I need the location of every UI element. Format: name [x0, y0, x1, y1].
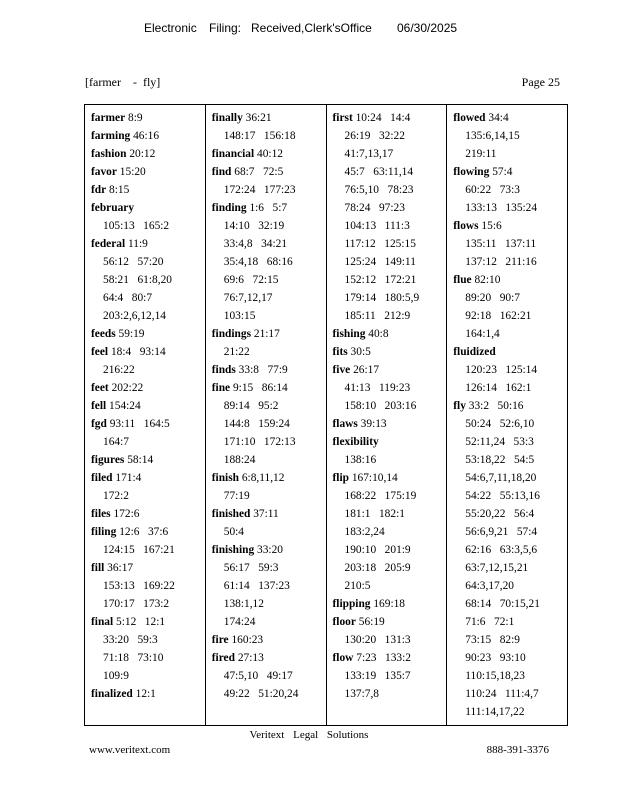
index-reference: 36:17 [107, 562, 134, 574]
entry-first-line [212, 145, 320, 163]
index-term: files [91, 508, 111, 520]
index-reference: 33:4,8 34:21 [223, 238, 288, 250]
index-entry [91, 685, 199, 703]
entry-first-line [91, 109, 199, 127]
index-term: february [91, 202, 135, 214]
index-reference: 104:13 111:3 [344, 220, 410, 232]
index-term: favor [91, 166, 117, 178]
index-reference: 110:15,18,23 [465, 670, 525, 682]
stamp-electronic: Electronic [144, 21, 197, 35]
index-reference: 60:22 73:3 [465, 184, 520, 196]
index-entry [91, 127, 199, 145]
entry-first-line [333, 361, 441, 379]
index-reference: 45:7 63:11,14 [344, 166, 414, 178]
index-reference: 144:8 159:24 [223, 418, 290, 430]
index-reference: 117:12 125:15 [344, 238, 416, 250]
index-reference: 30:5 [350, 346, 371, 358]
index-reference: 49:22 51:20,24 [223, 688, 299, 700]
entry-first-line [453, 109, 561, 127]
index-reference: 6:8,11,12 [241, 472, 285, 484]
index-term: findings [211, 328, 252, 340]
index-reference: 68:7 72:5 [234, 166, 284, 178]
index-reference: 33:20 [257, 544, 283, 556]
index-reference: 78:24 97:23 [344, 202, 405, 214]
index-column [327, 105, 448, 725]
entry-first-line [91, 505, 199, 523]
index-term: finish [211, 472, 239, 484]
index-term: financial [211, 148, 255, 160]
index-reference: 169:18 [373, 598, 406, 610]
index-reference: 164:7 [103, 436, 129, 448]
index-entry [91, 163, 199, 181]
index-reference: 54:6,7,11,18,20 [465, 472, 537, 484]
index-reference: 58:21 61:8,20 [103, 274, 172, 286]
index-entry [91, 559, 199, 613]
index-reference: 56:19 [358, 616, 385, 628]
index-term: flipping [332, 598, 371, 610]
index-reference: 20:12 [129, 148, 156, 160]
index-reference: 15:6 [481, 220, 502, 232]
index-entry [91, 109, 199, 127]
index-reference: 167:10,14 [351, 472, 398, 484]
index-reference: 203:18 205:9 [344, 562, 411, 574]
index-term: feeds [91, 328, 116, 340]
entry-first-line [333, 595, 441, 613]
index-term: fishing [332, 328, 366, 340]
index-reference: 54:22 55:13,16 [465, 490, 540, 502]
index-term: flows [453, 220, 479, 232]
index-term: farming [91, 130, 131, 142]
index-reference: 89:20 90:7 [465, 292, 520, 304]
index-reference: 33:20 59:3 [103, 634, 158, 646]
entry-first-line [333, 433, 441, 451]
index-reference: 130:20 131:3 [344, 634, 411, 646]
index-term: finds [211, 364, 236, 376]
index-term: fluidized [453, 346, 496, 358]
index-reference: 12:1 [135, 688, 156, 700]
index-reference: 68:14 70:15,21 [465, 598, 540, 610]
index-reference: 33:8 77:9 [238, 364, 288, 376]
entry-first-line [453, 397, 561, 415]
index-reference: 14:10 32:19 [223, 220, 285, 232]
entry-first-line [91, 181, 199, 199]
entry-first-line [91, 199, 199, 217]
index-reference: 138:1,12 [223, 598, 264, 610]
index-reference: 33:2 50:16 [468, 400, 524, 412]
entry-first-line [212, 163, 320, 181]
index-reference: 158:10 203:16 [344, 400, 417, 412]
index-reference: 8:9 [128, 112, 143, 124]
index-entry [212, 541, 320, 631]
index-entry [333, 613, 441, 649]
index-reference: 15:20 [119, 166, 146, 178]
index-term: feet [91, 382, 109, 394]
index-reference: 152:12 172:21 [344, 274, 417, 286]
index-reference: 36:21 [245, 112, 272, 124]
index-range: [farmer - fly] [85, 75, 161, 89]
index-term: feel [91, 346, 109, 358]
index-reference: 56:6,9,21 57:4 [465, 526, 538, 538]
index-entry [212, 199, 320, 325]
index-entry [333, 595, 441, 613]
index-entry [91, 379, 199, 397]
entry-first-line [91, 145, 199, 163]
index-entry [453, 271, 561, 343]
index-entry [212, 505, 320, 541]
index-reference: 171:4 [115, 472, 142, 484]
index-reference: 137:12 211:16 [465, 256, 537, 268]
entry-first-line [333, 469, 441, 487]
index-entry [91, 397, 199, 415]
index-reference: 135:6,14,15 [465, 130, 520, 142]
index-reference: 164:1,4 [465, 328, 500, 340]
footer-phone: 888-391-3376 [486, 744, 549, 756]
index-reference: 170:17 173:2 [103, 598, 170, 610]
index-reference: 26:19 32:22 [344, 130, 405, 142]
index-term: floor [332, 616, 356, 628]
entry-first-line [91, 451, 199, 469]
index-term: finished [211, 508, 251, 520]
index-reference: 37:11 [253, 508, 279, 520]
index-entry [91, 343, 199, 379]
index-reference: 174:24 [223, 616, 256, 628]
index-term: fashion [91, 148, 127, 160]
index-entry [212, 163, 320, 199]
index-reference: 41:13 119:23 [344, 382, 411, 394]
entry-first-line [91, 163, 199, 181]
index-term: flowing [453, 166, 490, 178]
index-entry [212, 379, 320, 469]
index-entry [333, 415, 441, 433]
index-reference: 21:17 [253, 328, 280, 340]
index-term: fill [91, 562, 105, 574]
footer-website: www.veritext.com [89, 744, 171, 756]
entry-first-line [333, 325, 441, 343]
index-reference: 126:14 162:1 [465, 382, 532, 394]
entry-first-line [212, 199, 320, 217]
index-term: final [91, 616, 114, 628]
index-reference: 39:13 [360, 418, 387, 430]
index-entry [453, 109, 561, 163]
index-term: finishing [211, 544, 255, 556]
entry-first-line [453, 217, 561, 235]
index-reference: 179:14 180:5,9 [344, 292, 420, 304]
index-term: find [211, 166, 232, 178]
index-term: fgd [91, 418, 107, 430]
index-reference: 90:23 93:10 [465, 652, 526, 664]
entry-first-line [91, 685, 199, 703]
index-reference: 9:15 86:14 [232, 382, 288, 394]
index-entry [212, 361, 320, 379]
index-reference: 190:10 201:9 [344, 544, 411, 556]
index-reference: 18:4 93:14 [110, 346, 166, 358]
entry-first-line [91, 415, 199, 433]
index-entry [212, 631, 320, 649]
index-reference: 63:7,12,15,21 [465, 562, 529, 574]
index-reference: 138:16 [344, 454, 377, 466]
entry-first-line [333, 613, 441, 631]
index-reference: 1:6 5:7 [249, 202, 288, 214]
index-reference: 202:22 [111, 382, 144, 394]
index-entry [212, 145, 320, 163]
index-reference: 5:12 12:1 [116, 616, 166, 628]
index-reference: 124:15 167:21 [103, 544, 175, 556]
index-reference: 76:5,10 78:23 [344, 184, 414, 196]
index-reference: 133:13 135:24 [465, 202, 538, 214]
entry-first-line [212, 325, 320, 343]
footer-company: Veritext Legal Solutions [249, 729, 369, 741]
index-entry [333, 109, 441, 325]
index-entry [91, 469, 199, 505]
stamp-date: 06/30/2025 [397, 21, 458, 35]
index-reference: 110:24 111:4,7 [465, 688, 539, 700]
index-entry [212, 325, 320, 361]
index-term: first [332, 112, 353, 124]
index-entry [91, 505, 199, 523]
index-reference: 111:14,17,22 [465, 706, 525, 718]
entry-first-line [333, 343, 441, 361]
index-reference: 21:22 [223, 346, 250, 358]
entry-first-line [91, 127, 199, 145]
entry-first-line [212, 469, 320, 487]
index-entry [91, 415, 199, 451]
index-reference: 133:19 135:7 [344, 670, 411, 682]
index-reference: 59:19 [118, 328, 145, 340]
entry-first-line [91, 559, 199, 577]
index-reference: 185:11 212:9 [344, 310, 411, 322]
index-reference: 188:24 [223, 454, 256, 466]
index-reference: 52:11,24 53:3 [465, 436, 534, 448]
index-entry [91, 145, 199, 163]
index-reference: 82:10 [474, 274, 501, 286]
index-term: fell [91, 400, 107, 412]
index-reference: 56:12 57:20 [103, 256, 164, 268]
index-entry [453, 343, 561, 397]
entry-first-line [333, 109, 441, 127]
index-reference: 11:9 [128, 238, 148, 250]
index-reference: 56:17 59:3 [223, 562, 279, 574]
entry-first-line [212, 505, 320, 523]
index-term: finding [211, 202, 247, 214]
index-reference: 71:18 73:10 [103, 652, 164, 664]
index-reference: 41:7,13,17 [344, 148, 394, 160]
index-reference: 47:5,10 49:17 [223, 670, 293, 682]
index-entry [91, 451, 199, 469]
index-reference: 50:24 52:6,10 [465, 418, 535, 430]
entry-first-line [91, 325, 199, 343]
index-column [206, 105, 327, 725]
index-reference: 57:4 [492, 166, 513, 178]
index-reference: 46:16 [133, 130, 160, 142]
index-reference: 210:5 [344, 580, 371, 592]
index-term: federal [91, 238, 126, 250]
index-entry [212, 469, 320, 505]
index-reference: 61:14 137:23 [223, 580, 290, 592]
index-entry [91, 181, 199, 199]
entry-first-line [91, 235, 199, 253]
entry-first-line [91, 343, 199, 361]
index-term: flow [332, 652, 354, 664]
index-reference: 69:6 72:15 [223, 274, 279, 286]
page-number: Page 25 [521, 75, 560, 89]
index-reference: 153:13 169:22 [103, 580, 175, 592]
index-entry [212, 649, 320, 703]
index-term: fits [332, 346, 348, 358]
index-reference: 120:23 125:14 [465, 364, 538, 376]
index-reference: 64:4 80:7 [103, 292, 153, 304]
index-reference: 171:10 172:13 [223, 436, 296, 448]
index-entry [333, 469, 441, 595]
index-reference: 89:14 95:2 [223, 400, 279, 412]
index-entry [333, 433, 441, 469]
index-reference: 92:18 162:21 [465, 310, 532, 322]
entry-first-line [212, 541, 320, 559]
index-term: filing [91, 526, 117, 538]
entry-first-line [333, 649, 441, 667]
index-entry [333, 343, 441, 361]
index-reference: 160:23 [231, 634, 264, 646]
index-reference: 172:24 177:23 [223, 184, 296, 196]
entry-first-line [333, 415, 441, 433]
index-entry [91, 325, 199, 343]
index-reference: 105:13 165:2 [103, 220, 170, 232]
index-reference: 76:7,12,17 [223, 292, 273, 304]
index-entry [91, 613, 199, 685]
index-term: fired [211, 652, 235, 664]
index-reference: 216:22 [103, 364, 135, 376]
index-term: five [332, 364, 351, 376]
entry-first-line [212, 631, 320, 649]
entry-first-line [212, 109, 320, 127]
index-reference: 64:3,17,20 [465, 580, 514, 592]
index-term: farmer [91, 112, 126, 124]
index-reference: 183:2,24 [344, 526, 385, 538]
index-column [447, 105, 567, 725]
entry-first-line [91, 613, 199, 631]
entry-first-line [212, 649, 320, 667]
entry-first-line [212, 361, 320, 379]
index-reference: 154:24 [109, 400, 141, 412]
index-term: filed [91, 472, 113, 484]
index-reference: 109:9 [103, 670, 129, 682]
entry-first-line [212, 379, 320, 397]
index-reference: 219:11 [465, 148, 497, 160]
index-term: flowed [453, 112, 486, 124]
index-reference: 27:13 [237, 652, 264, 664]
index-term: fire [211, 634, 229, 646]
entry-first-line [91, 469, 199, 487]
stamp-received: Received,Clerk'sOffice [251, 21, 372, 35]
index-entry [333, 361, 441, 415]
entry-first-line [453, 343, 561, 361]
index-reference: 12:6 37:6 [119, 526, 169, 538]
index-reference: 34:4 [488, 112, 509, 124]
index-term: fly [453, 400, 466, 412]
index-reference: 71:6 72:1 [465, 616, 515, 628]
index-reference: 55:20,22 56:4 [465, 508, 535, 520]
index-entry [453, 397, 561, 721]
index-reference: 148:17 156:18 [223, 130, 296, 142]
index-entry [212, 109, 320, 145]
index-entry [333, 325, 441, 343]
entry-first-line [91, 397, 199, 415]
index-reference: 93:11 164:5 [109, 418, 170, 430]
index-reference: 137:7,8 [344, 688, 379, 700]
index-reference: 77:19 [223, 490, 250, 502]
index-reference: 58:14 [127, 454, 154, 466]
entry-first-line [91, 379, 199, 397]
index-reference: 203:2,6,12,14 [103, 310, 166, 322]
index-reference: 8:15 [109, 184, 130, 196]
entry-first-line [91, 523, 199, 541]
index-reference: 40:12 [257, 148, 283, 160]
index-entry [453, 163, 561, 217]
index-column [85, 105, 206, 725]
entry-first-line [453, 271, 561, 289]
index-reference: 7:23 133:2 [356, 652, 411, 664]
index-term: flaws [332, 418, 358, 430]
index-reference: 172:2 [103, 490, 129, 502]
index-reference: 50:4 [223, 526, 245, 538]
index-reference: 40:8 [368, 328, 389, 340]
entry-first-line [453, 163, 561, 181]
index-entry [91, 235, 199, 325]
index-term: flip [332, 472, 349, 484]
index-term: figures [91, 454, 125, 466]
index-reference: 26:17 [353, 364, 380, 376]
index-reference: 168:22 175:19 [344, 490, 417, 502]
index-reference: 53:18,22 54:5 [465, 454, 535, 466]
index-reference: 10:24 14:4 [355, 112, 411, 124]
index-term: fine [211, 382, 231, 394]
index-term: flexibility [332, 436, 379, 448]
index-reference: 135:11 137:11 [465, 238, 537, 250]
index-entry [91, 199, 199, 235]
index-term: fdr [91, 184, 107, 196]
index-reference: 35:4,18 68:16 [223, 256, 293, 268]
index-entry [453, 217, 561, 271]
index-entry [91, 523, 199, 559]
index-reference: 73:15 82:9 [465, 634, 520, 646]
index-term: finally [211, 112, 243, 124]
index-entry [333, 649, 441, 703]
index-reference: 103:15 [223, 310, 256, 322]
index-term: finalized [91, 688, 133, 700]
index-reference: 62:16 63:3,5,6 [465, 544, 538, 556]
index-term: flue [453, 274, 472, 286]
index-reference: 125:24 149:11 [344, 256, 416, 268]
word-index-table [84, 104, 568, 726]
index-reference: 181:1 182:1 [344, 508, 405, 520]
index-reference: 172:6 [113, 508, 140, 520]
stamp-filing: Filing: [209, 21, 242, 35]
